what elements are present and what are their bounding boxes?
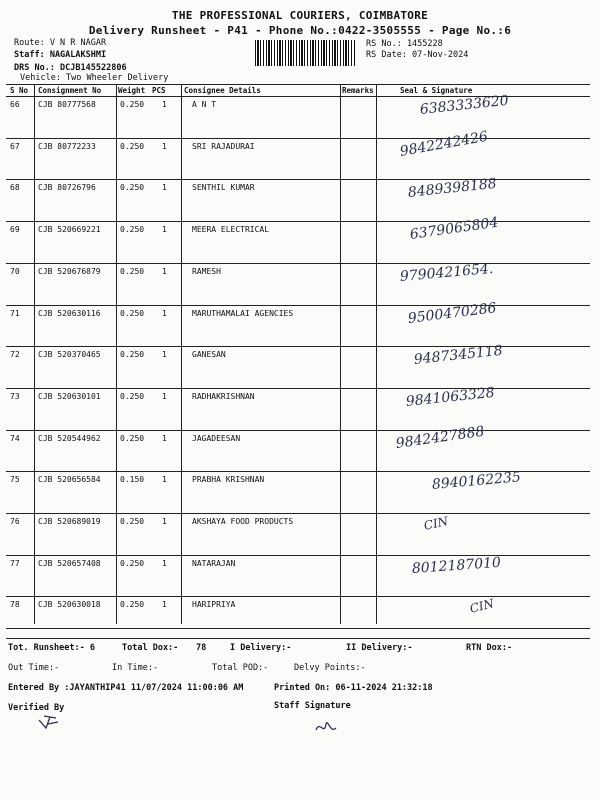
col-divider <box>376 84 377 624</box>
table-bottom-border <box>6 628 590 629</box>
row-pcs: 1 <box>162 308 167 318</box>
row-sno: 77 <box>10 558 20 568</box>
row-consignee: AKSHAYA FOOD PRODUCTS <box>192 517 294 526</box>
row-consignment-no: CJB 520676879 <box>38 266 101 276</box>
row-signature: 6379065804 <box>408 214 500 244</box>
row-sno: 75 <box>10 475 20 485</box>
row-consignee: MARUTHAMALAI AGENCIES <box>192 308 294 318</box>
row-signature: 9841063328 <box>405 384 496 410</box>
entered-by: Entered By :JAYANTHIP41 11/07/2024 11:00:06 AM <box>8 683 244 693</box>
row-weight: 0.250 <box>120 600 145 610</box>
row-weight: 0.250 <box>120 266 145 276</box>
row-divider <box>6 555 590 556</box>
table-top-border <box>6 84 590 85</box>
row-weight: 0.250 <box>120 225 145 235</box>
row-signature: 9842427888 <box>394 423 486 452</box>
row-divider <box>6 638 590 639</box>
row-consignee: SENTHIL KUMAR <box>192 183 255 193</box>
row-consignment-no: CJB 520656584 <box>38 475 101 485</box>
row-weight: 0.250 <box>120 391 145 401</box>
staff-label: Staff: NAGALAKSHMI <box>14 50 107 60</box>
total-dox-value: 78 <box>196 643 207 653</box>
ii-delivery: II Delivery:- <box>346 643 413 653</box>
row-sno: 66 <box>10 100 20 109</box>
row-divider <box>6 221 590 222</box>
row-sno: 70 <box>10 266 20 276</box>
row-divider <box>6 596 590 597</box>
row-consignee: SRI RAJADURAI <box>192 141 255 151</box>
out-time: Out Time:- <box>8 663 60 673</box>
row-signature: 9487345118 <box>413 342 504 369</box>
col-divider <box>340 84 341 624</box>
col-divider <box>116 84 117 624</box>
route-label: Route: V N R NAGAR <box>14 38 107 48</box>
col-divider <box>181 84 182 624</box>
row-weight: 0.250 <box>120 433 145 443</box>
col-header-consignment: Consignment No <box>38 86 102 95</box>
row-pcs: 1 <box>162 391 167 401</box>
row-consignee: GANESAN <box>192 350 226 360</box>
row-consignee: JAGADEESAN <box>192 433 241 443</box>
col-header-remarks: Remarks <box>342 86 374 95</box>
drs-number: DRS No.: DCJB145522806 <box>14 63 127 73</box>
row-consignment-no: CJB 80772233 <box>38 141 96 151</box>
col-header-consignee: Consignee Details <box>184 86 261 95</box>
row-divider <box>6 305 590 306</box>
row-consignment-no: CJB 520370465 <box>38 350 101 360</box>
barcode <box>255 40 355 66</box>
staff-signature-mark <box>312 716 342 738</box>
row-weight: 0.250 <box>120 141 145 151</box>
i-delivery: I Delivery:- <box>230 643 292 653</box>
rtn-dox: RTN Dox:- <box>466 643 513 653</box>
row-pcs: 1 <box>162 266 167 276</box>
row-sno: 67 <box>10 141 20 151</box>
rs-number: RS No.: 1455228 <box>366 39 443 49</box>
row-sno: 74 <box>10 433 20 443</box>
row-pcs: 1 <box>162 100 167 109</box>
row-consignee: RADHAKRISHNAN <box>192 391 255 401</box>
row-signature: 8489398188 <box>407 176 498 202</box>
row-consignee: PRABHA KRISHNAN <box>192 475 265 485</box>
row-consignee: HARIPRIYA <box>192 600 236 610</box>
col-header-weight: Weight <box>118 86 146 95</box>
row-consignee: A N T <box>192 100 217 109</box>
printed-on: Printed On: 06-11-2024 21:32:18 <box>274 683 433 693</box>
row-signature: CIN <box>422 514 450 533</box>
total-pod: Total POD:- <box>212 663 269 673</box>
row-sno: 68 <box>10 183 20 193</box>
row-divider <box>6 346 590 347</box>
row-divider <box>6 430 590 431</box>
total-dox-label: Total Dox:- <box>122 643 179 653</box>
row-signature: 9500470286 <box>407 299 498 327</box>
row-consignment-no: CJB 520669221 <box>38 225 101 235</box>
runsheet-title: Delivery Runsheet - P41 - Phone No.:0422-3505555 - Page No.:6 <box>88 24 512 37</box>
vehicle-label: Vehicle: Two Wheeler Delivery <box>20 73 169 83</box>
row-pcs: 1 <box>162 141 167 151</box>
verified-signature-mark <box>36 712 62 734</box>
rs-date: RS Date: 07-Nov-2024 <box>366 50 469 60</box>
row-consignment-no: CJB 520630101 <box>38 391 101 401</box>
row-signature: 9790421654. <box>399 260 494 285</box>
row-consignment-no: CJB 520657408 <box>38 558 101 568</box>
row-pcs: 1 <box>162 475 167 485</box>
staff-signature: Staff Signature <box>274 701 351 711</box>
row-pcs: 1 <box>162 183 167 193</box>
in-time: In Time:- <box>112 663 159 673</box>
row-pcs: 1 <box>162 600 167 610</box>
row-divider <box>6 138 590 139</box>
row-consignment-no: CJB 80726796 <box>38 183 96 193</box>
row-sno: 78 <box>10 600 20 610</box>
row-pcs: 1 <box>162 558 167 568</box>
row-weight: 0.250 <box>120 350 145 360</box>
row-weight: 0.150 <box>120 475 145 485</box>
row-signature: 8940162235 <box>431 469 522 494</box>
row-consignee: RAMESH <box>192 266 221 276</box>
row-sno: 71 <box>10 308 20 318</box>
row-consignment-no: CJB 520630018 <box>38 600 101 610</box>
company-name: THE PROFESSIONAL COURIERS, COIMBATORE <box>171 9 429 22</box>
row-consignment-no: CJB 520630116 <box>38 308 101 318</box>
row-signature: 9842242426 <box>398 128 490 160</box>
row-pcs: 1 <box>162 225 167 235</box>
row-sno: 76 <box>10 517 20 526</box>
col-header-seal: Seal & Signature <box>400 86 473 95</box>
col-header-pcs: PCS <box>152 86 166 95</box>
row-signature: 6383333620 <box>419 92 510 118</box>
row-signature: CIN <box>468 596 496 617</box>
row-weight: 0.250 <box>120 517 145 526</box>
row-consignment-no: CJB 80777568 <box>38 100 96 109</box>
row-sno: 73 <box>10 391 20 401</box>
verified-by: Verified By <box>8 703 65 713</box>
row-weight: 0.250 <box>120 183 145 193</box>
row-divider <box>6 263 590 264</box>
row-pcs: 1 <box>162 350 167 360</box>
col-divider <box>34 84 35 624</box>
row-consignment-no: CJB 520689019 <box>38 517 101 526</box>
row-weight: 0.250 <box>120 558 145 568</box>
row-weight: 0.250 <box>120 100 145 109</box>
row-divider <box>6 513 590 514</box>
row-pcs: 1 <box>162 517 167 526</box>
row-signature: 8012187010 <box>411 554 502 577</box>
col-header-sno: S No <box>10 86 29 95</box>
row-pcs: 1 <box>162 433 167 443</box>
tot-runsheet: Tot. Runsheet:- 6 <box>8 643 95 653</box>
delvy-points: Delvy Points:- <box>294 663 366 673</box>
row-sno: 69 <box>10 225 20 235</box>
row-weight: 0.250 <box>120 308 145 318</box>
row-consignment-no: CJB 520544962 <box>38 433 101 443</box>
row-divider <box>6 388 590 389</box>
row-sno: 72 <box>10 350 20 360</box>
row-consignee: NATARAJAN <box>192 558 236 568</box>
row-consignee: MEERA ELECTRICAL <box>192 225 270 235</box>
row-divider <box>6 179 590 180</box>
